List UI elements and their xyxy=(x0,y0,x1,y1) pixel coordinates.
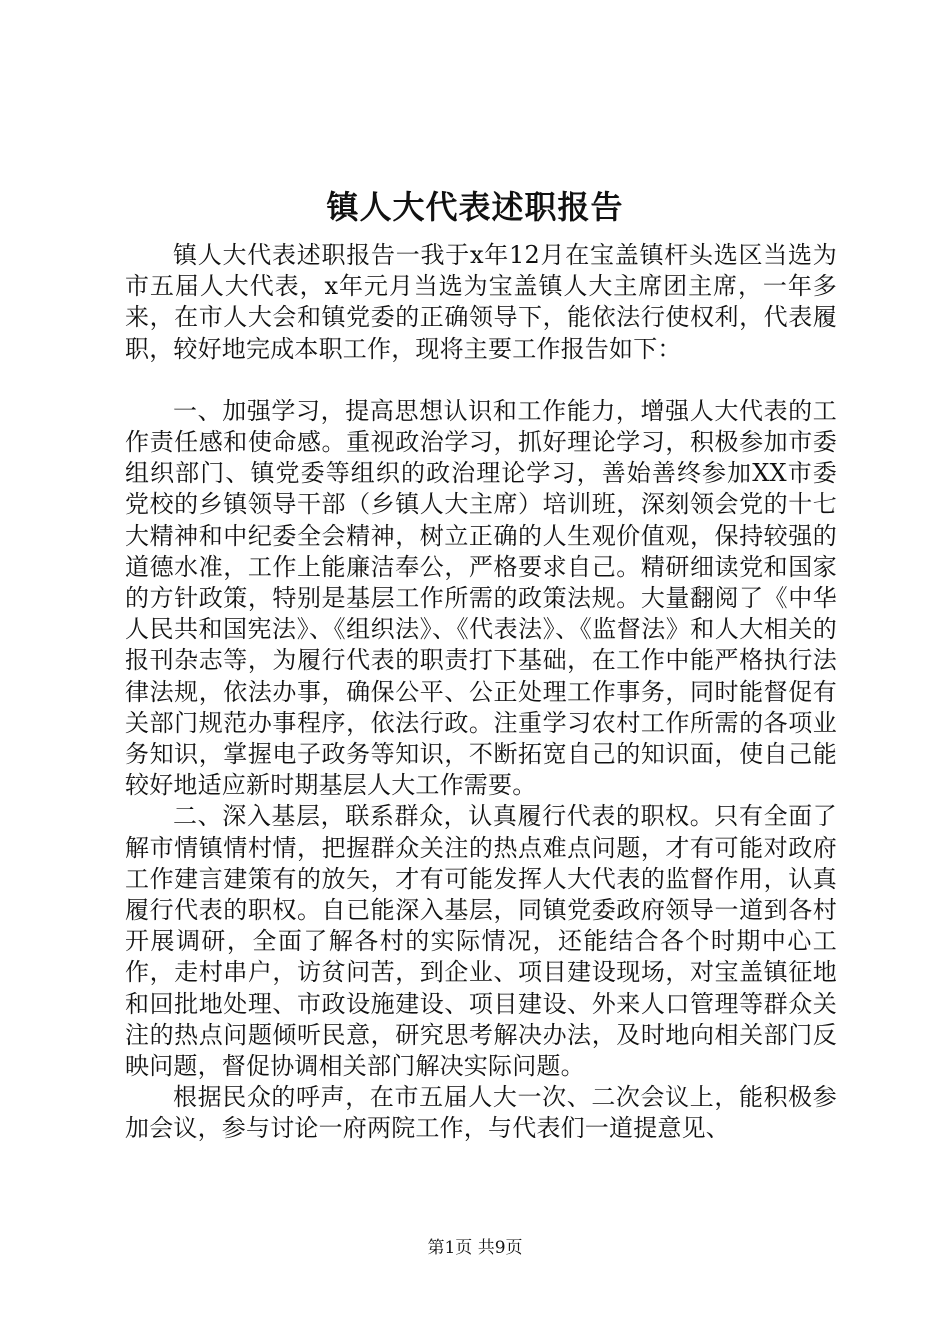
paragraph-meeting: 根据民众的呼声，在市五届人大一次、二次会议上，能积极参加会议，参与讨论一府两院工作，与代表们一道提意见、 xyxy=(125,1083,837,1143)
paragraph-spacer xyxy=(125,365,837,396)
document-body xyxy=(125,240,837,1145)
page-footer: 第1页 共9页 xyxy=(427,1238,523,1258)
paragraph-section-one: 一、加强学习，提高思想认识和工作能力，增强人大代表的工作责任感和使命感。重视政治学习，抓好理论学习，积极参加市委组织部门、镇党委等组织的政治理论学习，善始善终参加XX市委党校的乡镇领导干部（乡镇人大主席）培训班，深刻领会党的十七大精神和中纪委全会精神，树立正确的人生观价值观，保持较强的道德水准，工作上能廉洁奉公，严格要求自己。精研细读党和国家的方针政策，特别是基层工作所需的政策法规。大量翻阅了《中华人民共和国宪法》、《组织法》、《代表法》、《监督法》和人大相关的报刊杂志等，为履行代表的职责打下基础，在工作中能严格执行法律法规，依法办事，确保公平、公正处理工作事务，同时能督促有关部门规范办事程序，依法行政。注重学习农村工作所需的各项业务知识，掌握电子政务等知识，不断拓宽自己的知识面，使自己能较好地适应新时期基层人大工作需要。 xyxy=(125,396,837,800)
paragraph-section-two: 二、深入基层，联系群众，认真履行代表的职权。只有全面了解市情镇情村情，把握群众关注的热点难点问题，才有可能对政府工作建言建策有的放矢，才有可能发挥人大代表的监督作用，认真履行代表的职权。自已能深入基层，同镇党委政府领导一道到各村开展调研，全面了解各村的实际情况，还能结合各个时期中心工作，走村串户，访贫问苦，到企业、项目建设现场，对宝盖镇征地和回批地处理、市政设施建设、项目建设、外来人口管理等群众关注的热点问题倾听民意，研究思考解决办法，及时地向相关部门反映问题，督促协调相关部门解决实际问题。 xyxy=(125,802,837,1081)
paragraph-intro: 镇人大代表述职报告一我于x年12月在宝盖镇杆头选区当选为市五届人大代表，x年元月当选为宝盖镇人大主席团主席，一年多来，在市人大会和镇党委的正确领导下，能依法行使权利，代表履职，较好地完成本职工作，现将主要工作报告如下： xyxy=(125,241,837,363)
document-title: 镇人大代表述职报告 xyxy=(326,188,624,226)
